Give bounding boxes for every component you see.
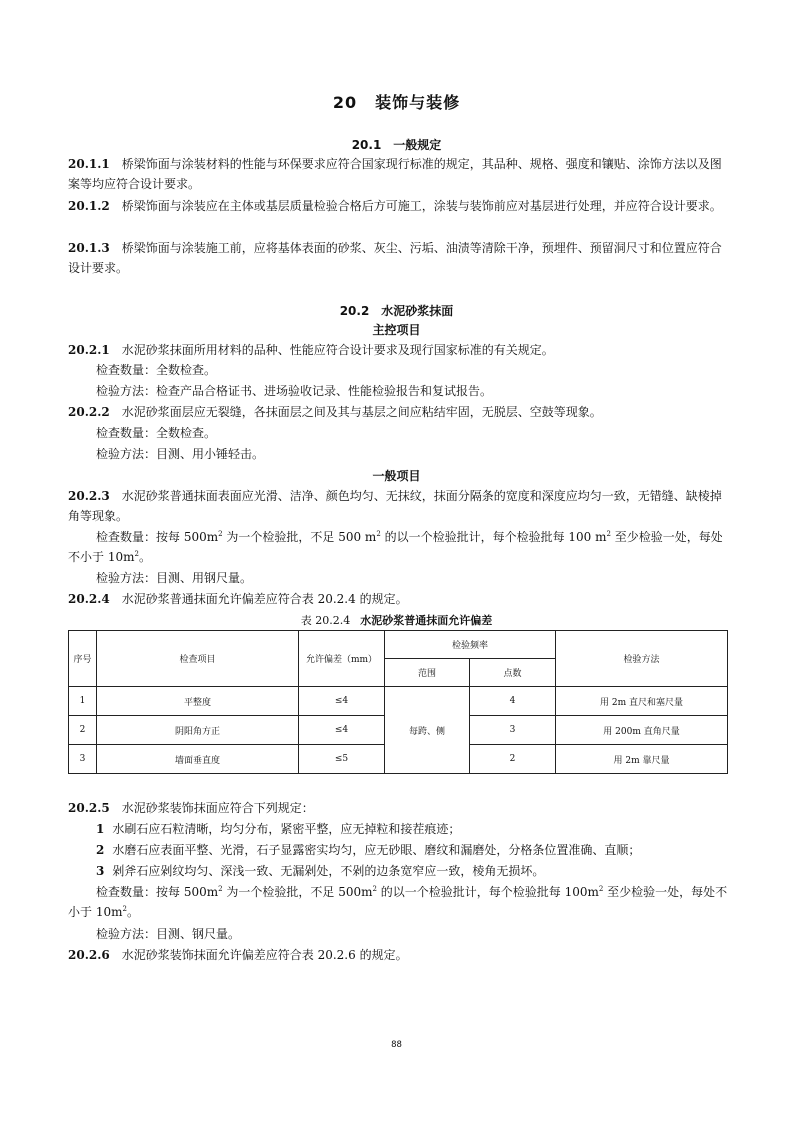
inspection-quantity: 检查数量：按每 $500m^2$ 为一个检验批，不足 $500m^2$ 的以一个检验批计，每个检验批每 $100m^2$ 至少检验一处，每处不小于 $10m^2$。	[68, 885, 728, 919]
inspection-method: 检验方法：检查产品合格证书、进场验收记录、性能检验报告和复试报告。	[96, 384, 493, 398]
sub-item-2: 2 水磨石应表面平整、光滑，石子显露密实均匀，应无砂眼、磨纹和漏磨处，分格条位置准确、直顺；	[96, 843, 641, 857]
clause-20-1-1	[68, 154, 728, 194]
header-method: 检验方法	[556, 631, 728, 687]
clause-20-2-2	[68, 402, 728, 422]
section-title-20-1	[0, 136, 793, 153]
cell-tolerance: ≤4	[299, 687, 385, 716]
sub-item-3: 3 剁斧石应剁纹均匀、深浅一致、无漏剁处，不剁的边条宽窄应一致，棱角无损坏。	[96, 864, 545, 878]
clause-number: 20.2.4	[68, 592, 110, 606]
inspection-quantity: 检查数量：全数检查。	[96, 426, 217, 440]
cell-method: 用 2m 靠尺量	[556, 745, 728, 774]
page-number: 88	[391, 1040, 402, 1050]
cell-points: 4	[470, 687, 556, 716]
clause-number: 20.1.1	[68, 157, 110, 171]
section-title-20-2	[0, 302, 793, 319]
cell-seq: 2	[69, 716, 97, 745]
section-number: 20.2	[339, 304, 370, 318]
cell-seq: 3	[69, 745, 97, 774]
clause-text: 水泥砂浆面层应无裂缝，各抹面层之间及其与基层之间应粘结牢固，无脱层、空鼓等现象。	[121, 405, 602, 419]
clause-20-2-4	[68, 589, 728, 609]
clause-number: 20.2.5	[68, 801, 110, 815]
clause-text: 水泥砂浆装饰抹面应符合下列规定：	[121, 801, 314, 815]
clause-20-1-2	[68, 196, 728, 216]
header-seq: 序号	[69, 631, 97, 687]
clause-text: 水泥砂浆装饰抹面允许偏差应符合表 20.2.6 的规定。	[121, 948, 408, 962]
sub-item-1: 1 水刷石应石粒清晰，均匀分布，紧密平整，应无掉粒和接茬痕迹；	[96, 822, 461, 836]
chapter-name: 装饰与装修	[375, 93, 461, 112]
cell-range: 每跨、侧	[385, 687, 470, 774]
clause-text: 水泥砂浆普通抹面允许偏差应符合表 20.2.4 的规定。	[121, 592, 408, 606]
cell-points: 2	[470, 745, 556, 774]
chapter-title	[0, 90, 793, 113]
cell-method: 用 2m 直尺和塞尺量	[556, 687, 728, 716]
clause-number: 20.1.2	[68, 199, 110, 213]
cell-item: 阴阳角方正	[97, 716, 299, 745]
clause-20-2-6	[68, 945, 728, 965]
table-row	[69, 687, 728, 716]
clause-text: 桥梁饰面与涂装施工前，应将基体表面的砂浆、灰尘、污垢、油渍等清除干净，预埋件、预留洞尺寸和位置应符合设计要求。	[68, 241, 722, 275]
clause-number: 20.2.1	[68, 343, 110, 357]
inspection-method: 检验方法：目测、用钢尺量。	[96, 571, 253, 585]
general-items-heading: 一般项目	[372, 469, 421, 483]
clause-20-1-3	[68, 238, 728, 278]
cell-item: 墙面垂直度	[97, 745, 299, 774]
main-items-heading: 主控项目	[372, 323, 421, 337]
table-caption	[0, 612, 793, 628]
header-points: 点数	[470, 659, 556, 687]
inspection-quantity: 检查数量：按每 $500m^2$ 为一个检验批，不足 500 $m^2$ 的以一个检验批计，每个检验批每 100 $m^2$ 至少检验一处，每处不小于 $10m^2$。	[68, 530, 723, 564]
cell-tolerance: ≤4	[299, 716, 385, 745]
cell-seq: 1	[69, 687, 97, 716]
inspection-method: 检验方法：目测、用小锤轻击。	[96, 447, 265, 461]
table-title: 水泥砂浆普通抹面允许偏差	[360, 614, 493, 627]
clause-20-2-3	[68, 486, 728, 526]
tolerance-table	[68, 630, 728, 774]
cell-method: 用 200m 直角尺量	[556, 716, 728, 745]
clause-number: 20.2.3	[68, 489, 110, 503]
header-item: 检查项目	[97, 631, 299, 687]
clause-number: 20.2.2	[68, 405, 110, 419]
clause-text: 桥梁饰面与涂装材料的性能与环保要求应符合国家现行标准的规定，其品种、规格、强度和镶贴、涂饰方法以及图案等均应符合设计要求。	[68, 157, 722, 191]
cell-tolerance: ≤5	[299, 745, 385, 774]
clause-text: 桥梁饰面与涂装应在主体或基层质量检验合格后方可施工，涂装与装饰前应对基层进行处理，并应符合设计要求。	[121, 199, 722, 213]
section-name: 水泥砂浆抹面	[381, 304, 454, 318]
clause-20-2-1	[68, 340, 728, 360]
clause-text: 水泥砂浆普通抹面表面应光滑、洁净、颜色均匀、无抹纹，抹面分隔条的宽度和深度应均匀一致，无错缝、缺棱掉角等现象。	[68, 489, 722, 523]
cell-item: 平整度	[97, 687, 299, 716]
header-frequency: 检验频率	[385, 631, 556, 659]
clause-number: 20.1.3	[68, 241, 110, 255]
table-number: 表 20.2.4	[300, 614, 351, 627]
section-number: 20.1	[351, 138, 382, 152]
chapter-number: 20	[332, 93, 358, 112]
inspection-method: 检验方法：目测、钢尺量。	[96, 927, 241, 941]
section-name: 一般规定	[393, 138, 442, 152]
header-range: 范围	[385, 659, 470, 687]
clause-20-2-5	[68, 798, 728, 818]
header-tolerance: 允许偏差（mm）	[299, 631, 385, 687]
cell-points: 3	[470, 716, 556, 745]
inspection-quantity: 检查数量：全数检查。	[96, 363, 217, 377]
clause-text: 水泥砂浆抹面所用材料的品种、性能应符合设计要求及现行国家标准的有关规定。	[121, 343, 554, 357]
clause-number: 20.2.6	[68, 948, 110, 962]
